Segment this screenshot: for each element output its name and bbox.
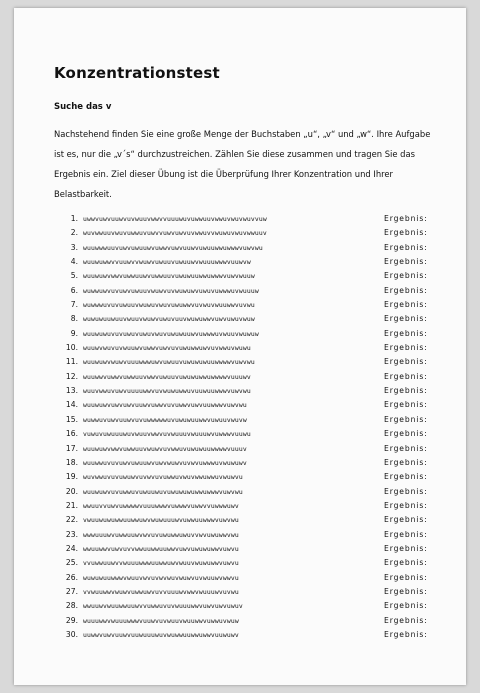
row-number: 17.	[65, 443, 78, 453]
letter-sequence: wuuwuwvwwvuwwuuwvuwwuuvuwuwuuwwuwwwvuwvwuuw	[83, 272, 255, 281]
result-label: Ergebnis:	[384, 414, 428, 424]
document-page	[14, 8, 466, 685]
result-label: Ergebnis:	[384, 357, 428, 367]
letter-sequence: vuwuvuwuuuwuvwuuvwwvuvwuuuvwuuuwvuwwwvuuwu	[83, 430, 251, 439]
letter-sequence: wuwuwuuwuuvwuuvwuwvuwuvuuvwuwuwwvuwvuwuvwuw	[83, 315, 255, 324]
letter-row	[54, 456, 444, 470]
page-subtitle: Suche das v	[54, 102, 112, 112]
row-number: 24.	[65, 543, 78, 553]
result-label: Ergebnis:	[384, 429, 428, 439]
result-label: Ergebnis:	[384, 543, 428, 553]
letter-row	[54, 298, 444, 312]
result-label: Ergebnis:	[384, 328, 428, 338]
letter-sequence: wwuuvvuwvuwwwwvuuuwwwvuwwwvuwwvvuwwwuwv	[83, 501, 239, 510]
result-label: Ergebnis:	[384, 228, 428, 238]
letter-sequence: wuwwuvuwvuuwvuvuwwwwwuvuwuwuuwwvuwuuvwuvw	[83, 415, 247, 424]
letter-sequence: wuwwuwvuvuwvuwuuvwuwvuvwuwuwvuwuvuwwwuvwuuuw	[83, 286, 259, 295]
row-number: 26.	[65, 572, 78, 582]
letter-row	[54, 528, 444, 542]
result-label: Ergebnis:	[384, 615, 428, 625]
letter-sequence: wuuvwwuvuwvuuuuwwvuvwuwuwwuvuuwuuwwwvuwvwu	[83, 387, 251, 396]
result-label: Ergebnis:	[384, 529, 428, 539]
row-number: 7.	[70, 300, 78, 310]
letter-row	[54, 614, 444, 628]
letter-sequence: vwuuwuwuwwuuwwuwvwuwuuuwvuwwuuwwwvuwvwu	[83, 516, 239, 525]
letter-row	[54, 413, 444, 427]
row-number: 3.	[70, 242, 78, 252]
letter-row	[54, 628, 444, 642]
row-number: 11.	[65, 357, 78, 367]
letter-row	[54, 241, 444, 255]
result-label: Ergebnis:	[384, 443, 428, 453]
letter-row	[54, 442, 444, 456]
result-label: Ergebnis:	[384, 300, 428, 310]
row-number: 23.	[65, 529, 78, 539]
letter-sequence: wuwuwuuwwwvwuuvwvuvwvwuvwuwvuvwuuwvwwvu	[83, 573, 239, 582]
row-number: 5.	[70, 271, 78, 281]
result-label: Ergebnis:	[384, 314, 428, 324]
result-label: Ergebnis:	[384, 500, 428, 510]
letter-row	[54, 571, 444, 585]
result-label: Ergebnis:	[384, 242, 428, 252]
letter-sequence: wwwuuuwvuwwuuwvwvuvuwuwwuwuvvwvuwuwwvwu	[83, 530, 239, 539]
result-label: Ergebnis:	[384, 214, 428, 223]
row-number: 19.	[65, 472, 78, 482]
letter-row	[54, 212, 444, 226]
row-number: 27.	[65, 586, 78, 596]
letter-row	[54, 284, 444, 298]
row-number: 10.	[65, 343, 78, 353]
letter-sequence: uuwwvuwvuuwvuuwuuuwuvwuwwuuwwuwwvuuwuwv	[83, 630, 239, 639]
letter-sequence: wuuuwwvwuuuwwwvuuwvuvwuuvwuuwwvuwwuvwuw	[83, 616, 239, 625]
row-number: 18.	[65, 457, 78, 467]
result-label: Ergebnis:	[384, 572, 428, 582]
result-label: Ergebnis:	[384, 558, 428, 568]
result-label: Ergebnis:	[384, 257, 428, 267]
letter-row	[54, 384, 444, 398]
letter-row	[54, 255, 444, 269]
letter-sequence: vvuwwuuwvvwuuuwwwuuwwuwvwuuvwuwuwwvuwvu	[83, 559, 239, 568]
result-label: Ergebnis:	[384, 515, 428, 525]
letter-sequence: wuvwwuuvwuvuwwuvuwvvuwvuwvuvwwuvvwuwuvwuvwwuuv	[83, 229, 267, 238]
letter-sequence: wuuwuwwvvuuwvvwuwvuwuuvuwuuwvwuuuwwwvuuwvw	[83, 258, 251, 267]
letter-row	[54, 485, 444, 499]
letter-sequence: uwwvuwvuuwvuvwuuvwwvvuuuwuvuwwuuvwwuvwuvwuvvuw	[83, 215, 267, 223]
letter-row	[54, 355, 444, 369]
result-label: Ergebnis:	[384, 472, 428, 482]
letter-row	[54, 556, 444, 570]
letter-sequence: wuvwwuvuvuwuwvuvwvuvuwwuvwuvwwuwwuvwuwvu	[83, 473, 243, 482]
page-title: Konzentrationstest	[54, 64, 220, 82]
row-number: 16.	[65, 429, 78, 439]
row-number: 14.	[65, 400, 78, 410]
letter-row	[54, 427, 444, 441]
letter-sequence: wwuuwvwuuwwuuwvvuwwuvuvwuuuwwvuwvuwvuwuv	[83, 602, 243, 611]
row-number: 4.	[70, 257, 78, 267]
letter-sequence: wuuwwuvuvuwvuwuuwvuwvwuwvuvwvuwwwuvwuwuwv	[83, 458, 247, 467]
letter-row	[54, 599, 444, 613]
letter-sequence: wuuwwvuwwvuwwuuvwwvuwuuvuwuwuwwuwwwwvuuuwv	[83, 372, 251, 381]
intro-paragraph	[54, 124, 434, 204]
letter-row	[54, 341, 444, 355]
result-label: Ergebnis:	[384, 271, 428, 281]
letter-row	[54, 370, 444, 384]
letter-row	[54, 585, 444, 599]
row-number: 30.	[65, 629, 78, 639]
row-number: 20.	[65, 486, 78, 496]
row-number: 1.	[70, 214, 78, 223]
result-label: Ergebnis:	[384, 386, 428, 396]
letter-row	[54, 513, 444, 527]
row-number: 29.	[65, 615, 78, 625]
row-number: 12.	[65, 371, 78, 381]
result-label: Ergebnis:	[384, 629, 428, 639]
letter-row	[54, 226, 444, 240]
row-number: 22.	[65, 515, 78, 525]
letter-rows	[54, 212, 444, 642]
row-number: 6.	[70, 285, 78, 295]
row-number: 15.	[65, 414, 78, 424]
letter-sequence: wwuuwwvuwvuvvwwuuwwuuwwvuwvuwuwuwwvuwvu	[83, 544, 239, 553]
row-number: 8.	[70, 314, 78, 324]
result-label: Ergebnis:	[384, 457, 428, 467]
row-number: 13.	[65, 386, 78, 396]
letter-row	[54, 499, 444, 513]
letter-sequence: wuuwuwvuwvuwvuuwvuwwvuvuwwvuwvuuwwwvuwvwu	[83, 401, 247, 410]
letter-row	[54, 542, 444, 556]
letter-sequence: wuuwuwvwwvuwwuuvwuwvuvwwuvuwuwuuwwwwvuuuv	[83, 444, 247, 453]
result-label: Ergebnis:	[384, 343, 428, 353]
letter-sequence: vvwuuwwvwuwvuwwuwvuvvuuuwvwwvwuuuwvuvwu	[83, 587, 239, 596]
row-number: 25.	[65, 558, 78, 568]
intro-text: Nachstehend finden Sie eine große Menge der Buchstaben „u“, „v“ und „w“. Ihre Aufgabe ist es, nur die „v´s“ durchzustreichen. Zählen Sie diese zusammen und tragen Sie das Ergebnis ein. Ziel dieser Übung ist die Überprüfung Ihrer Konzentration und Ihrer Belastbarkeit.	[54, 129, 431, 199]
letter-row	[54, 398, 444, 412]
row-number: 28.	[65, 601, 78, 611]
letter-row	[54, 312, 444, 326]
letter-row	[54, 327, 444, 341]
letter-sequence: wuuwwwuuvuwvuwuuwvuwwvuwvuuwvuwuuwwuwwwvuwvwu	[83, 243, 263, 252]
letter-row	[54, 470, 444, 484]
letter-sequence: wuwwwuvuvuwuuvwuwuvwuvuwuwwvuvwuvwuuwwvuvwu	[83, 301, 255, 310]
letter-sequence: wuuwuwvuvuwwuvuwuuwuvuwuwuwuwwuwwwvuwvwu	[83, 487, 243, 496]
result-label: Ergebnis:	[384, 285, 428, 295]
letter-row	[54, 269, 444, 283]
row-number: 2.	[70, 228, 78, 238]
letter-sequence: wuuwvwuvuvwuuwvuwwvuwvuvuwuwwuwvuvwwuvwuwu	[83, 344, 251, 353]
result-label: Ergebnis:	[384, 371, 428, 381]
result-label: Ergebnis:	[384, 586, 428, 596]
result-label: Ergebnis:	[384, 486, 428, 496]
result-label: Ergebnis:	[384, 400, 428, 410]
row-number: 21.	[65, 500, 78, 510]
letter-sequence: wuuwuwuvuvuwuvuwuvwuvuwuwuuwvuwwwuvwuuvwuwuw	[83, 329, 259, 338]
letter-sequence: wuuwuwvwuwvuuuwwwuwvuwuuvuwuwuwuuwwwwvuwvwu	[83, 358, 255, 367]
result-label: Ergebnis:	[384, 601, 428, 611]
row-number: 9.	[70, 328, 78, 338]
